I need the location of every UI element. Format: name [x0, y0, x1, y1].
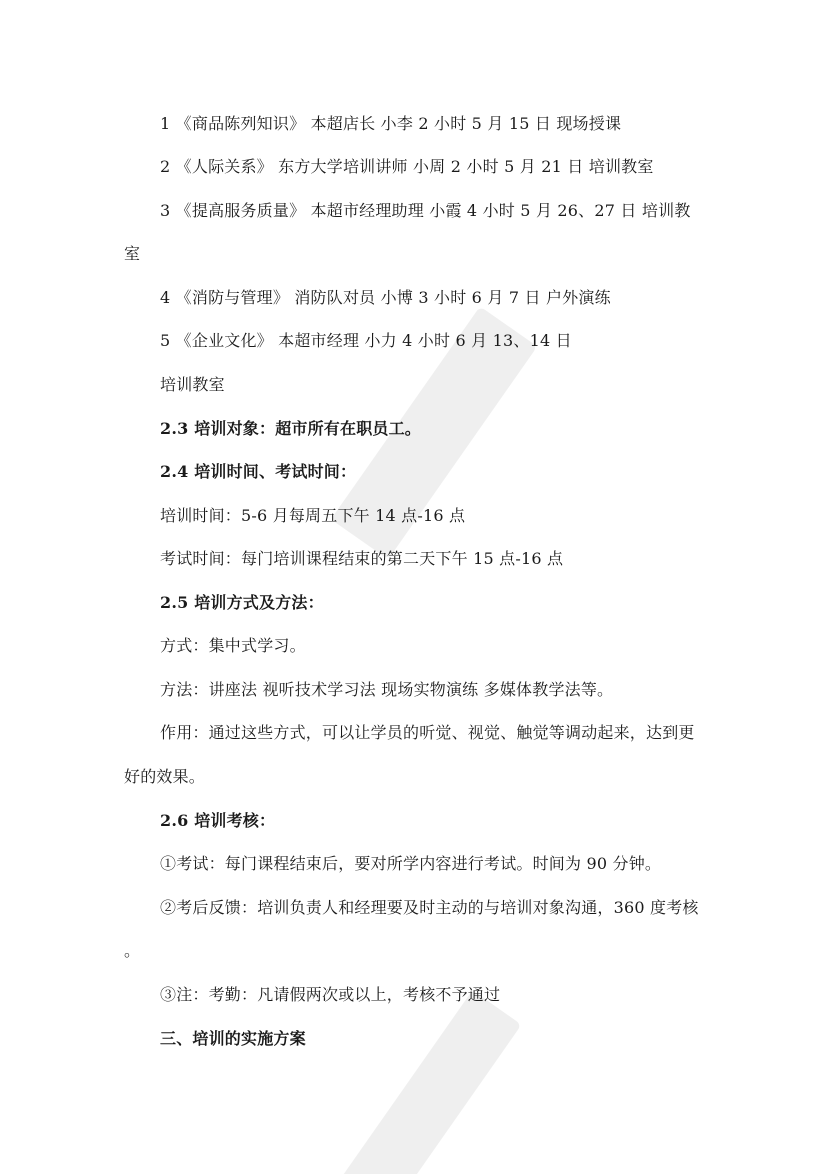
section-heading-2-3: 2.3 培训对象：超市所有在职员工。: [160, 419, 422, 438]
assessment-attendance: ③注：考勤：凡请假两次或以上，考核不予通过: [160, 985, 501, 1004]
training-methods: 方法：讲座法 视听技术学习法 现场实物演练 多媒体教学法等。: [160, 680, 614, 699]
assessment-feedback-continuation: 。: [124, 941, 141, 960]
chapter-heading-3: 三、培训的实施方案: [160, 1029, 306, 1048]
section-heading-2-5: 2.5 培训方式及方法：: [160, 593, 324, 612]
course-row-5: 5 《企业文化》 本超市经理 小力 4 小时 6 月 13、14 日: [160, 331, 572, 350]
assessment-feedback: ②考后反馈：培训负责人和经理要及时主动的与培训对象沟通，360 度考核: [160, 898, 699, 917]
course-row-5-location: 培训教室: [160, 375, 225, 394]
training-effect-continuation: 好的效果。: [124, 767, 206, 786]
course-row-3-continuation: 室: [124, 244, 141, 263]
section-heading-2-6: 2.6 培训考核：: [160, 811, 276, 830]
course-row-1: 1 《商品陈列知识》 本超店长 小李 2 小时 5 月 15 日 现场授课: [160, 114, 622, 133]
course-row-3: 3 《提高服务质量》 本超市经理助理 小霞 4 小时 5 月 26、27 日 培训教: [160, 201, 691, 220]
exam-time: 考试时间：每门培训课程结束的第二天下午 15 点-16 点: [160, 549, 564, 568]
course-row-4: 4 《消防与管理》 消防队对员 小博 3 小时 6 月 7 日 户外演练: [160, 288, 611, 307]
course-row-2: 2 《人际关系》 东方大学培训讲师 小周 2 小时 5 月 21 日 培训教室: [160, 157, 654, 176]
training-mode: 方式：集中式学习。: [160, 636, 306, 655]
training-time: 培训时间：5-6 月每周五下午 14 点-16 点: [160, 506, 466, 525]
training-effect: 作用：通过这些方式，可以让学员的听觉、视觉、触觉等调动起来，达到更: [160, 723, 695, 742]
section-heading-2-4: 2.4 培训时间、考试时间：: [160, 462, 357, 481]
assessment-exam: ①考试：每门课程结束后，要对所学内容进行考试。时间为 90 分钟。: [160, 854, 662, 873]
